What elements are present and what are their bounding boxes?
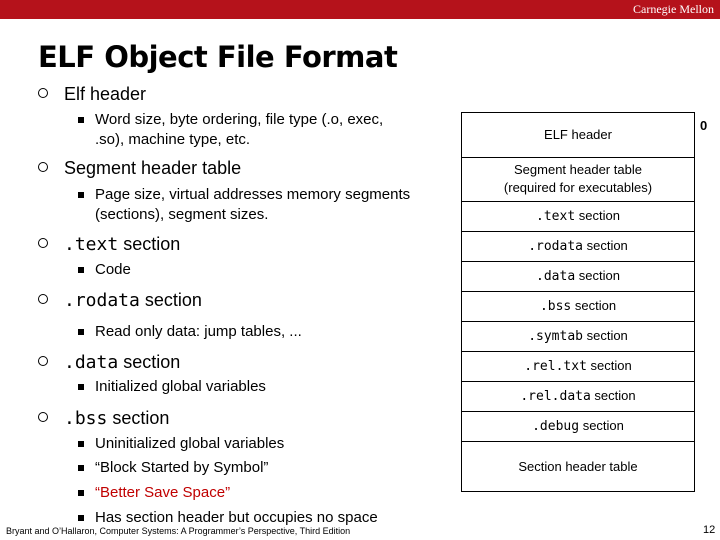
bullet-square-icon: [78, 267, 84, 273]
sub-bullet-text: Code: [78, 260, 131, 280]
bullet-ring-icon: [38, 238, 48, 248]
footer-citation: Bryant and O’Hallaron, Computer Systems: A Programmer’s Perspective, Third Edition: [6, 526, 351, 536]
sub-bullet-elf-header: Word size, byte ordering, file type (.o, exec, .so), machine type, etc.: [78, 110, 383, 150]
bullet-segment-header: Segment header table: [38, 158, 241, 179]
bullet-rodata-section: .rodata section: [38, 290, 202, 311]
bullet-text-section: .text section: [38, 234, 180, 255]
slide-title: ELF Object File Format: [38, 40, 398, 74]
bullet-square-icon: [78, 465, 84, 471]
bullet-ring-icon: [38, 162, 48, 172]
sub-bullet-data: Initialized global variables: [78, 377, 266, 397]
rel-data-section-block: .rel.data section: [461, 382, 695, 412]
bullet-square-icon: [78, 441, 84, 447]
symtab-section-block: .symtab section: [461, 322, 695, 352]
bullet-square-icon: [78, 490, 84, 496]
sub-bullet-bss-2: “Block Started by Symbol”: [78, 458, 268, 478]
sub-bullet-bss-4: Has section header but occupies no space: [78, 508, 378, 528]
bullet-ring-icon: [38, 88, 48, 98]
bullet-ring-icon: [38, 356, 48, 366]
elf-header-block: ELF header: [461, 112, 695, 158]
top-bar: [0, 0, 720, 19]
rel-txt-section-block: .rel.txt section: [461, 352, 695, 382]
bullet-data-section: .data section: [38, 352, 180, 373]
bullet-ring-icon: [38, 294, 48, 304]
data-section-block: .data section: [461, 262, 695, 292]
offset-zero-label: 0: [700, 118, 708, 133]
sub-bullet-rodata: Read only data: jump tables, ...: [78, 322, 302, 342]
bullet-square-icon: [78, 384, 84, 390]
page-number: 12: [703, 524, 716, 536]
bullet-square-icon: [78, 329, 84, 335]
debug-section-block: .debug section: [461, 412, 695, 442]
bullet-bss-section: .bss section: [38, 408, 169, 429]
bullet-square-icon: [78, 192, 84, 198]
bullet-elf-header: Elf header: [38, 84, 146, 105]
segment-header-block: Segment header table (required for executables): [461, 157, 695, 202]
bullet-square-icon: [78, 117, 84, 123]
brand-label: Carnegie Mellon: [633, 2, 714, 16]
rodata-section-block: .rodata section: [461, 232, 695, 262]
bullet-ring-icon: [38, 412, 48, 422]
sub-bullet-bss-1: Uninitialized global variables: [78, 434, 284, 454]
sub-bullet-segment-header: Page size, virtual addresses memory segments (sections), segment sizes.: [78, 185, 410, 225]
sub-bullet-bss-3: “Better Save Space”: [78, 483, 230, 503]
section-header-table-block: Section header table: [461, 442, 695, 492]
text-section-block: .text section: [461, 202, 695, 232]
bss-section-block: .bss section: [461, 292, 695, 322]
bullet-square-icon: [78, 515, 84, 521]
